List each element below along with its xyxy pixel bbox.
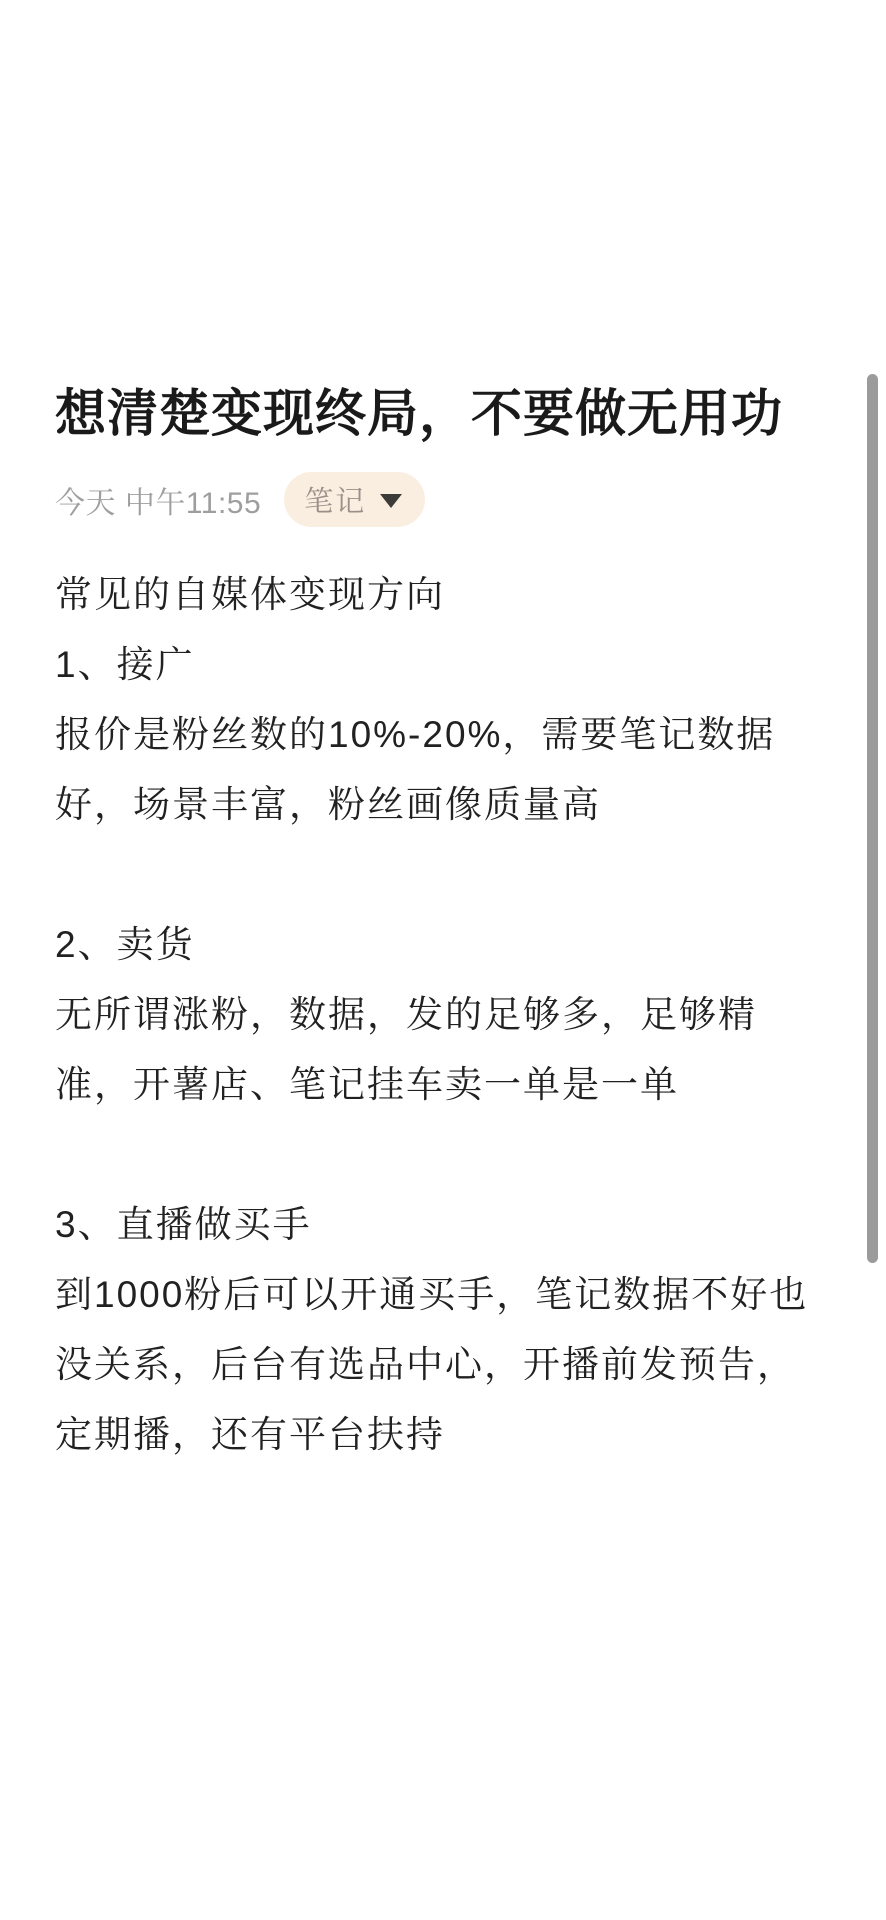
scrollbar-thumb[interactable] [867,374,878,1263]
body-line: 没关系，后台有选品中心，开播前发预告， [55,1344,796,1385]
section-ads [55,630,845,840]
caret-down-icon [380,494,402,508]
body-line: 好，场景丰富，粉丝画像质量高 [55,784,601,825]
section-selling [55,910,845,1120]
section-heading: 3、直播做买手 [55,1204,312,1245]
note-body [55,560,845,1470]
section-heading: 2、卖货 [55,924,195,965]
body-line: 无所谓涨粉，数据，发的足够多，足够精 [55,994,757,1035]
note-type-label: 笔记 [304,486,367,518]
note-title: 想清楚变现终局，不要做无用功 [55,385,784,442]
body-line: 到1000粉后可以开通买手，笔记数据不好也 [55,1274,809,1315]
note-timestamp: 今天 中午11:55 [55,486,262,520]
body-line: 定期播，还有平台扶持 [55,1414,445,1455]
note-meta-row [55,472,425,527]
body-intro-line: 常见的自媒体变现方向 [55,574,445,615]
note-type-dropdown[interactable] [284,472,425,527]
body-line: 准，开薯店、笔记挂车卖一单是一单 [55,1064,679,1105]
section-heading: 1、接广 [55,644,195,685]
section-livestream [55,1190,845,1470]
body-line: 报价是粉丝数的10%-20%，需要笔记数据 [55,714,776,755]
